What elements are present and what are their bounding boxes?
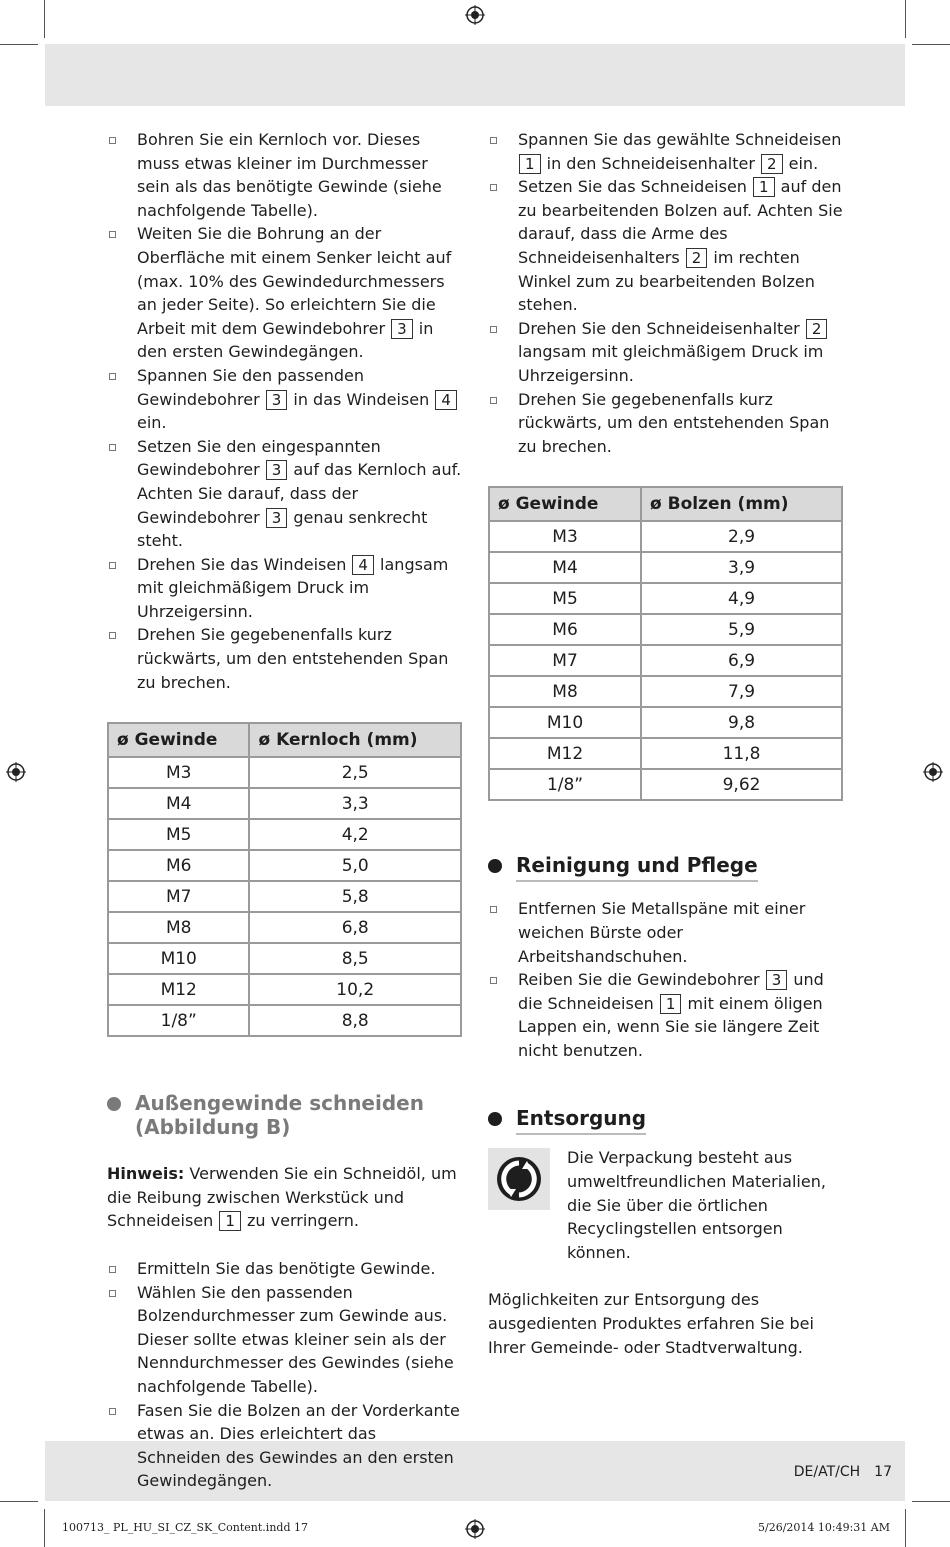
- table-cell: M10: [489, 707, 641, 738]
- table-cell: M4: [108, 788, 249, 819]
- table-cell: M7: [489, 645, 641, 676]
- disposal-text: Die Verpackung besteht aus umweltfreundlichen Materialien, die Sie über die örtlichen Recyclingstellen entsorgen können.: [567, 1148, 826, 1262]
- list-item: Drehen Sie gegebenenfalls kurz rückwärts, um den entstehenden Span zu brechen.: [488, 388, 844, 459]
- table-cell: M12: [489, 738, 641, 769]
- table-cell: 5,8: [249, 881, 461, 912]
- list-item: Ermitteln Sie das benötigte Gewinde.: [107, 1257, 463, 1281]
- list-item: Setzen Sie das Schneideisen 1 auf den zu bearbeitenden Bolzen auf. Achten Sie darauf, dass die Arme des Schneideisenhalters 2 im rechten Winkel zum zu bearbeitenden Bolzen stehen.: [488, 175, 844, 317]
- table-cell: 6,8: [249, 912, 461, 943]
- disposal-paragraph: Möglichkeiten zur Entsorgung des ausgedienten Produktes erfahren Sie bei Ihrer Gemeinde- oder Stadtverwaltung.: [488, 1290, 814, 1357]
- table-cell: 6,9: [641, 645, 842, 676]
- table-row: [489, 707, 842, 738]
- table-cell: M10: [108, 943, 249, 974]
- hint-label: Hinweis:: [107, 1164, 185, 1184]
- part-number-badge: 2: [686, 248, 708, 268]
- table-row: [108, 757, 461, 788]
- table-row: [489, 552, 842, 583]
- registration-mark-icon: [923, 762, 943, 782]
- list-item: Reiben Sie die Gewindebohrer 3 und die Schneideisen 1 mit einem öligen Lappen ein, wenn Sie sie längere Zeit nicht benutzen.: [488, 968, 844, 1062]
- part-number-badge: 3: [266, 508, 288, 528]
- table-cell: 8,5: [249, 943, 461, 974]
- table-cell: 1/8”: [108, 1005, 249, 1036]
- page-number: 17: [874, 1464, 892, 1480]
- column-header: ø Gewinde: [108, 723, 249, 757]
- part-number-badge: 1: [219, 1211, 241, 1231]
- core-hole-table: [107, 722, 462, 1037]
- part-number-badge: 2: [761, 154, 783, 174]
- part-number-badge: 4: [352, 555, 374, 575]
- part-number-badge: 3: [266, 390, 288, 410]
- table-cell: 7,9: [641, 676, 842, 707]
- heading-bullet-icon: [488, 1112, 502, 1126]
- cleaning-heading-text: Reinigung und Pflege: [516, 853, 758, 882]
- column-header: ø Gewinde: [489, 487, 641, 521]
- table-row: [489, 645, 842, 676]
- crop-mark: [44, 1509, 45, 1547]
- table-row: [489, 769, 842, 800]
- locale-label: DE/AT/CH: [793, 1464, 861, 1480]
- bullet-list: [488, 128, 844, 458]
- table-row: [489, 676, 842, 707]
- list-item: Spannen Sie das gewählte Schneideisen 1 in den Schneideisenhalter 2 ein.: [488, 128, 844, 175]
- cleaning-heading: [488, 853, 844, 877]
- part-number-badge: 3: [266, 460, 288, 480]
- hint-paragraph: [107, 1162, 463, 1233]
- list-item: Drehen Sie das Windeisen 4 langsam mit gleichmäßigem Druck im Uhrzeigersinn.: [107, 553, 463, 624]
- part-number-badge: 4: [435, 390, 457, 410]
- table-row: [489, 583, 842, 614]
- list-item: Weiten Sie die Bohrung an der Oberfläche mit einem Senker leicht auf (max. 10% des Gewindedurchmessers an jeder Seite). So erleichtern Sie die Arbeit mit dem Gewindebohrer 3 in den ersten Gewindegängen.: [107, 222, 463, 364]
- table-cell: 8,8: [249, 1005, 461, 1036]
- left-column: [107, 128, 463, 1493]
- table-row: [489, 738, 842, 769]
- part-number-badge: 1: [753, 177, 775, 197]
- table-cell: M3: [108, 757, 249, 788]
- part-number-badge: 3: [391, 319, 413, 339]
- table-row: [108, 819, 461, 850]
- hint-text: Verwenden Sie ein Schneidöl, um die Reibung zwischen Werkstück und Schneideisen 1 zu verringern.: [107, 1164, 457, 1231]
- list-item: Wählen Sie den passenden Bolzendurchmesser zum Gewinde aus. Dieser sollte etwas kleiner sein als der Nenndurchmesser des Gewindes (siehe nachfolgende Tabelle).: [107, 1281, 463, 1399]
- crop-mark: [0, 1501, 38, 1502]
- crop-mark: [905, 0, 906, 38]
- list-item: Setzen Sie den eingespannten Gewindebohrer 3 auf das Kernloch auf. Achten Sie darauf, dass der Gewindebohrer 3 genau senkrecht steht.: [107, 435, 463, 553]
- table-cell: 4,9: [641, 583, 842, 614]
- bullet-list: [488, 897, 844, 1062]
- table-cell: M6: [108, 850, 249, 881]
- slug-date: 5/26/2014 10:49:31 AM: [758, 1521, 891, 1534]
- table-cell: 9,8: [641, 707, 842, 738]
- table-row: [108, 788, 461, 819]
- table-row: [108, 850, 461, 881]
- disposal-heading-text: Entsorgung: [516, 1106, 646, 1135]
- table-cell: 3,9: [641, 552, 842, 583]
- table-cell: M5: [489, 583, 641, 614]
- column-header: ø Bolzen (mm): [641, 487, 842, 521]
- table-row: [108, 912, 461, 943]
- list-item: Entfernen Sie Metallspäne mit einer weichen Bürste oder Arbeitshandschuhen.: [488, 897, 844, 968]
- green-dot-recycling-icon: [488, 1148, 550, 1210]
- bolt-diameter-table: [488, 486, 843, 801]
- list-item: Spannen Sie den passenden Gewindebohrer 3 in das Windeisen 4 ein.: [107, 364, 463, 435]
- disposal-heading: [488, 1106, 844, 1130]
- table-cell: 1/8”: [489, 769, 641, 800]
- table-row: [108, 1005, 461, 1036]
- table-cell: M5: [108, 819, 249, 850]
- table-header-row: [108, 723, 461, 757]
- table-row: [108, 881, 461, 912]
- table-cell: M7: [108, 881, 249, 912]
- table-header-row: [489, 487, 842, 521]
- crop-mark: [0, 44, 38, 45]
- table-row: [489, 521, 842, 552]
- column-header: ø Kernloch (mm): [249, 723, 461, 757]
- registration-mark-icon: [465, 5, 485, 25]
- table-cell: M8: [108, 912, 249, 943]
- table-cell: 5,9: [641, 614, 842, 645]
- crop-mark: [905, 1509, 906, 1547]
- table-cell: 10,2: [249, 974, 461, 1005]
- list-item: Drehen Sie gegebenenfalls kurz rückwärts, um den entstehenden Span zu brechen.: [107, 623, 463, 694]
- table-cell: 2,9: [641, 521, 842, 552]
- list-item: Drehen Sie den Schneideisenhalter 2 langsam mit gleichmäßigem Druck im Uhrzeigersinn.: [488, 317, 844, 388]
- table-cell: 4,2: [249, 819, 461, 850]
- part-number-badge: 2: [806, 319, 828, 339]
- header-band: [45, 44, 905, 106]
- list-item: Bohren Sie ein Kernloch vor. Dieses muss etwas kleiner im Durchmesser sein als das benötigte Gewinde (siehe nachfolgende Tabelle).: [107, 128, 463, 222]
- table-cell: 3,3: [249, 788, 461, 819]
- table-cell: 5,0: [249, 850, 461, 881]
- crop-mark: [912, 1501, 950, 1502]
- table-cell: M6: [489, 614, 641, 645]
- registration-mark-icon: [465, 1519, 485, 1539]
- table-cell: M4: [489, 552, 641, 583]
- part-number-badge: 3: [766, 970, 788, 990]
- list-item: Fasen Sie die Bolzen an der Vorderkante etwas an. Dies erleichtert das Schneiden des Gewindes an den ersten Gewindegängen.: [107, 1399, 463, 1493]
- disposal-block: [488, 1146, 844, 1264]
- page-footer: [794, 1464, 892, 1480]
- table-row: [108, 943, 461, 974]
- slug-filename: 100713_ PL_HU_SI_CZ_SK_Content.indd 17: [62, 1521, 308, 1534]
- table-cell: 2,5: [249, 757, 461, 788]
- table-cell: 11,8: [641, 738, 842, 769]
- section-heading-text: Außengewinde schneiden (Abbildung B): [135, 1091, 424, 1140]
- right-column: [488, 128, 844, 1359]
- table-row: [108, 974, 461, 1005]
- crop-mark: [44, 0, 45, 38]
- crop-mark: [912, 44, 950, 45]
- table-cell: M12: [108, 974, 249, 1005]
- heading-bullet-icon: [488, 859, 502, 873]
- bullet-list: [107, 1257, 463, 1493]
- table-cell: M8: [489, 676, 641, 707]
- table-row: [489, 614, 842, 645]
- registration-mark-icon: [6, 762, 26, 782]
- section-heading: [107, 1091, 463, 1139]
- table-cell: 9,62: [641, 769, 842, 800]
- table-cell: M3: [489, 521, 641, 552]
- heading-bullet-icon: [107, 1097, 121, 1111]
- bullet-list: [107, 128, 463, 694]
- part-number-badge: 1: [660, 994, 682, 1014]
- part-number-badge: 1: [519, 154, 541, 174]
